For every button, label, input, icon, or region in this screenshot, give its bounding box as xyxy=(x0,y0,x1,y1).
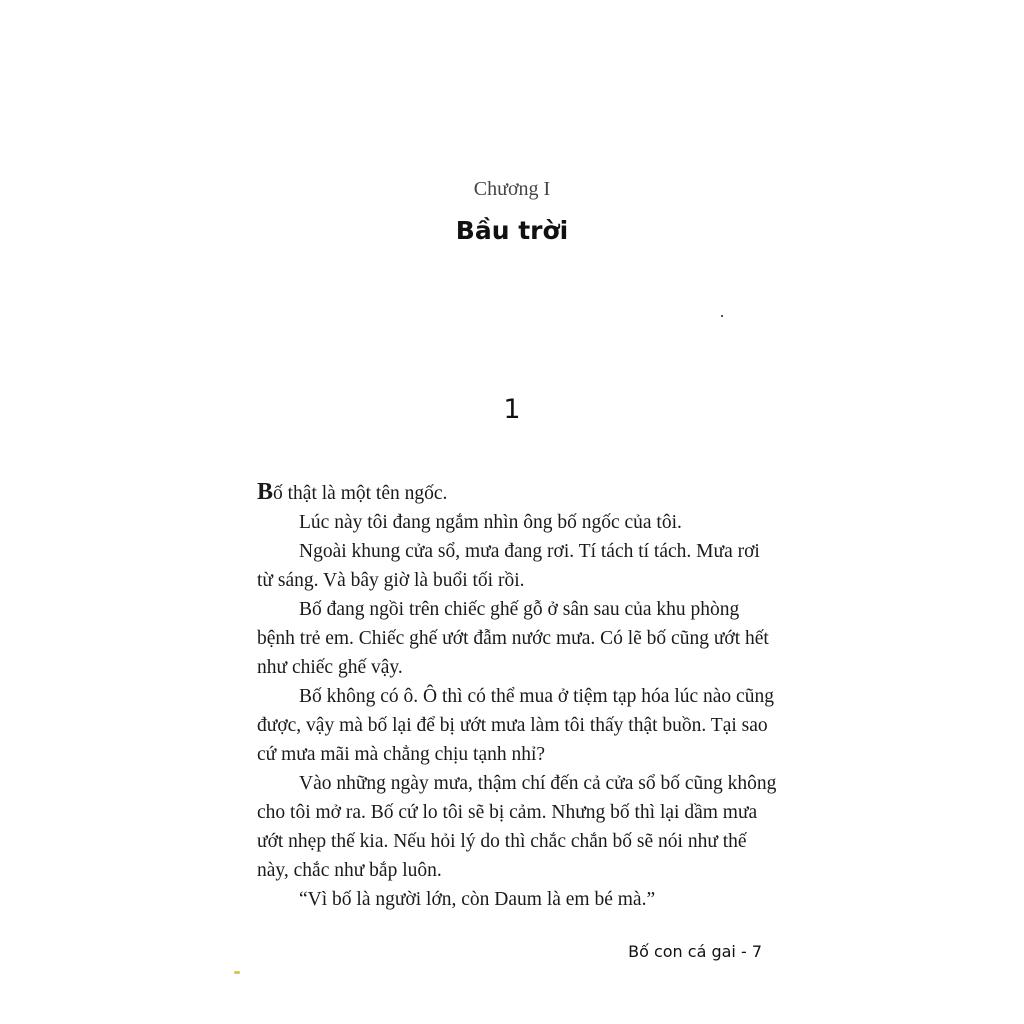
paragraph: Bố đang ngồi trên chiếc ghế gỗ ở sân sau của khu phòng bệnh trẻ em. Chiếc ghế ướt đẫm nước mưa. Có lẽ bố cũng ướt hết như chiếc ghế vậy. xyxy=(257,599,769,678)
paragraph: Vào những ngày mưa, thậm chí đến cả cửa sổ bố cũng không cho tôi mở ra. Bố cứ lo tôi sẽ bị cảm. Nhưng bố thì lại dầm mưa ướt nhẹp thế kia. Nếu hỏi lý do thì chắc chắn bố sẽ nói như thế này, chắc như bắp luôn. xyxy=(257,773,777,881)
first-sentence: ố thật là một tên ngốc. xyxy=(273,483,448,504)
section-number: 1 xyxy=(503,394,521,425)
paragraph xyxy=(257,478,777,508)
drop-cap: B xyxy=(257,479,274,505)
paragraph: Ngoài khung cửa sổ, mưa đang rơi. Tí tách tí tách. Mưa rơi từ sáng. Và bây giờ là buổi tối rồi. xyxy=(257,541,760,591)
chapter-label: Chương I xyxy=(473,178,551,200)
print-speck xyxy=(234,971,240,974)
paragraph: Lúc này tôi đang ngắm nhìn ông bố ngốc của tôi. xyxy=(299,512,682,533)
paragraph: Bố không có ô. Ô thì có thể mua ở tiệm tạp hóa lúc nào cũng được, vậy mà bố lại để bị ướt mưa làm tôi thấy thật buồn. Tại sao cứ mưa mãi mà chẳng chịu tạnh nhỉ? xyxy=(257,686,774,765)
chapter-title: Bầu trời xyxy=(455,216,569,245)
body-text xyxy=(257,478,777,914)
print-speck xyxy=(721,315,723,317)
running-footer: Bố con cá gai - 7 xyxy=(628,942,762,961)
paragraph-quote: “Vì bố là người lớn, còn Daum là em bé mà.” xyxy=(299,889,656,910)
